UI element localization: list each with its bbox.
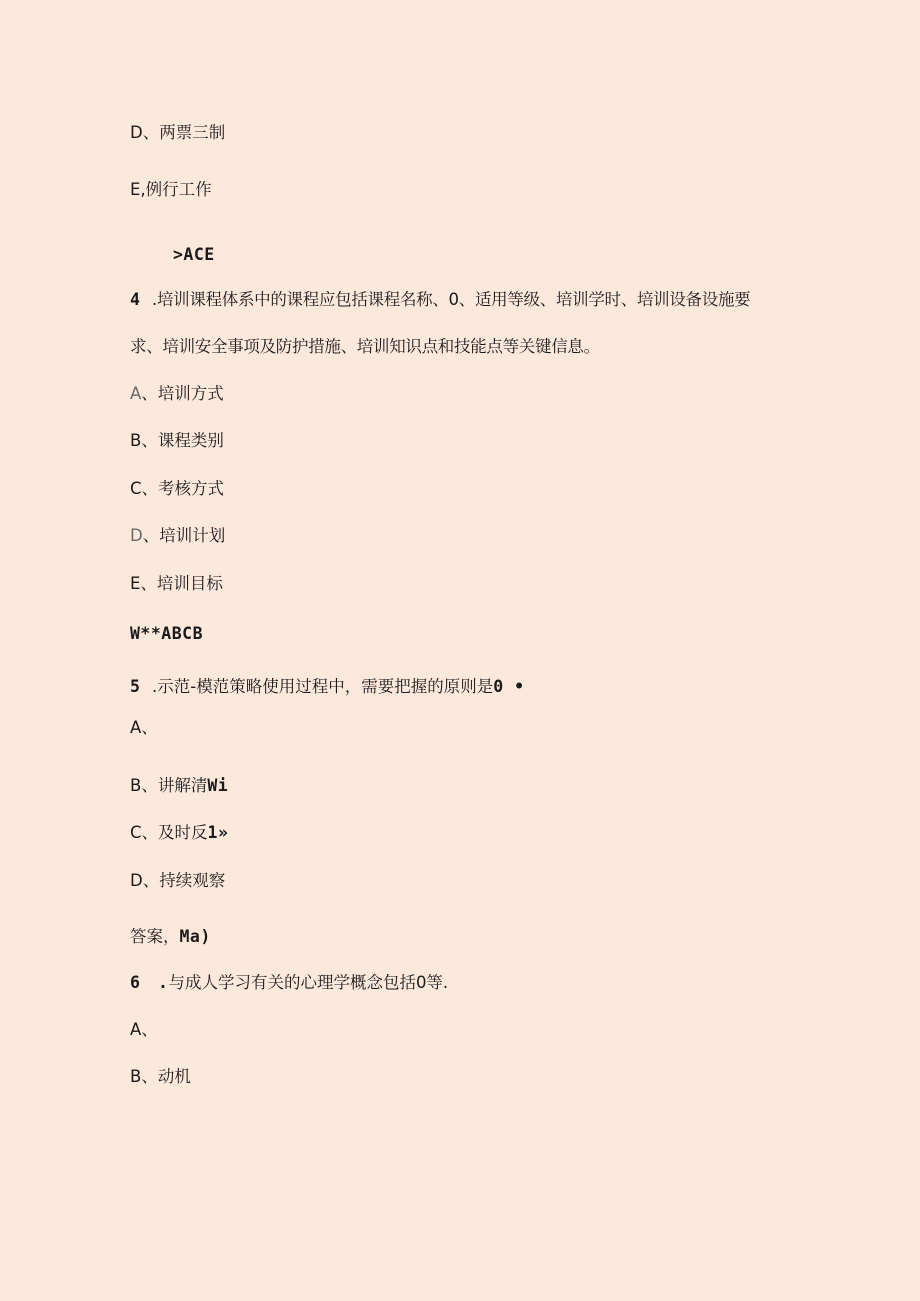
q5-option-c-tail: 1» [207, 823, 229, 842]
q5-option-c-text: C、及时反 [130, 823, 208, 842]
q6-text: 与成人学习有关的心理学概念包括 [168, 973, 416, 992]
q5-option-c [130, 823, 228, 843]
q4-question-line2: 求、培训安全事项及防护措施、培训知识点和技能点等关键信息。 [130, 337, 600, 356]
q5-text: .示范-模范策略使用过程中，需要把握的原则是 [152, 677, 494, 696]
q6-question [130, 973, 448, 993]
q6-number: 6 [130, 973, 140, 992]
q4-option-d [130, 526, 225, 546]
q5-text-tail: 0 • [493, 677, 525, 696]
q3-option-d: D、两票三制 [130, 123, 226, 142]
q4-number: 4 [130, 290, 140, 309]
q4-option-e: E、培训目标 [130, 574, 223, 593]
q6-text-tail: 0等. [415, 973, 449, 992]
q4-option-d-letter: D [130, 526, 143, 545]
q3-answer: >ACE [173, 245, 215, 264]
q5-option-a: A、 [130, 718, 158, 737]
q4-answer: W**ABCB [130, 624, 204, 643]
q5-number: 5 [130, 677, 140, 696]
q4-question [130, 290, 750, 310]
q4-option-a-letter: A [130, 384, 142, 403]
q4-option-c: C、考核方式 [130, 479, 225, 498]
q5-option-b [130, 776, 228, 796]
q5-answer-value: Ma) [179, 927, 211, 946]
q4-text-line1: .培训课程体系中的课程应包括课程名称、0、适用等级、培训学时、培训设备设施要 [152, 290, 751, 309]
q3-option-e: E,例行工作 [130, 180, 212, 199]
q6-option-b: B、动机 [130, 1067, 191, 1086]
q4-option-d-text: 、培训计划 [142, 526, 226, 545]
q5-answer [130, 927, 211, 947]
q4-option-a-text: 、培训方式 [141, 384, 224, 403]
q6-dot: . [158, 973, 169, 992]
q5-question [130, 677, 525, 697]
q4-option-a [130, 384, 224, 404]
q5-option-d: D、持续观察 [130, 871, 226, 890]
q5-option-b-tail: Wi [207, 776, 229, 795]
q6-option-a: A、 [130, 1020, 158, 1039]
q5-option-b-text: B、讲解清 [130, 776, 208, 795]
q4-option-b: B、课程类别 [130, 431, 224, 450]
q5-answer-label: 答案， [130, 927, 180, 946]
